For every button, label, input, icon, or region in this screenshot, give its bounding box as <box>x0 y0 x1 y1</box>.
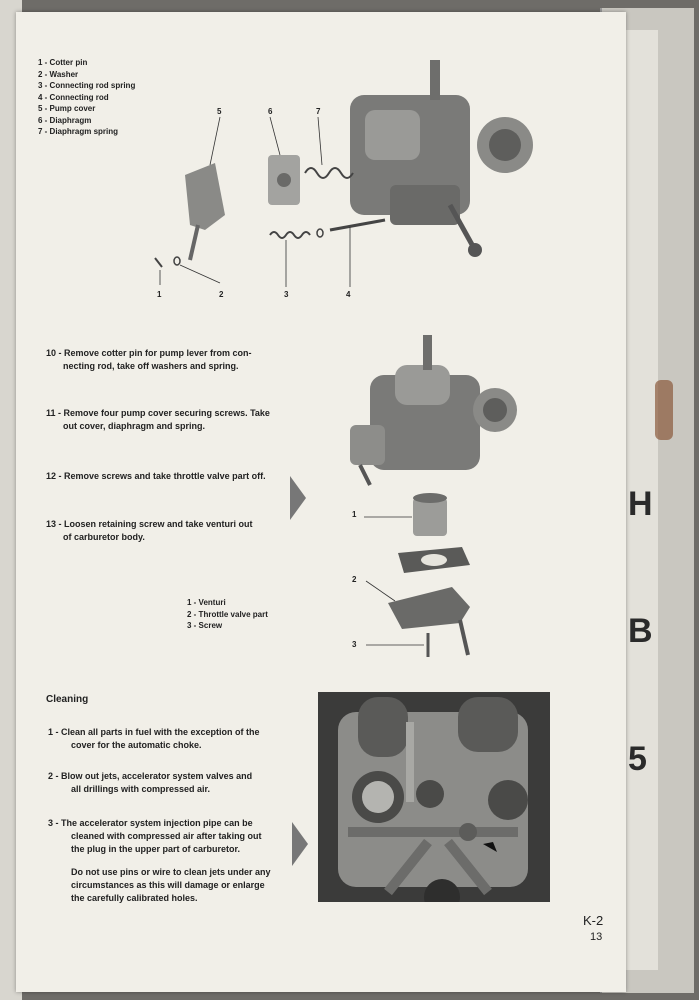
callout-3: 3 <box>284 290 289 299</box>
pointer-arrow <box>292 822 308 866</box>
legend-item: 5 - Pump cover <box>38 104 96 113</box>
legend-item: 1 - Venturi <box>187 598 226 607</box>
legend-item: 3 - Screw <box>187 621 223 630</box>
step-12: 12 - Remove screws and take throttle valve part off. <box>46 471 266 481</box>
cleaning-heading: Cleaning <box>46 694 89 705</box>
rust-stain <box>655 380 673 440</box>
binder-tab-h: H <box>628 485 653 523</box>
step-11: 11 - Remove four pump cover securing screws. Take out cover, diaphragm and spring. <box>46 408 270 431</box>
page-code: K-2 <box>583 913 604 928</box>
legend-item: 6 - Diaphragm <box>38 115 92 125</box>
parts-legend <box>38 57 135 138</box>
page-number: 13 <box>590 931 603 943</box>
cleaning-item-1: 1 - Clean all parts in fuel with the exception of the cover for the automatic choke. <box>48 727 260 750</box>
callout-5: 5 <box>217 107 222 116</box>
callout-4: 4 <box>346 290 351 299</box>
callout-1: 1 <box>157 290 162 299</box>
mid-legend <box>187 597 268 632</box>
pointer-arrow <box>290 476 306 520</box>
legend-item: 7 - Diaphragm spring <box>38 127 119 136</box>
binder-tab-5: 5 <box>628 740 647 778</box>
legend-item: 1 - Cotter pin <box>38 58 88 67</box>
callout-6: 6 <box>268 107 273 116</box>
cleaning-item-2: 2 - Blow out jets, accelerator system valves and all drillings with compressed air. <box>48 771 253 794</box>
legend-item: 2 - Washer <box>38 69 79 79</box>
binder-tab-b: B <box>628 612 653 650</box>
step-10: 10 - Remove cotter pin for pump lever from con- necting rod, take off washers and spring. <box>46 348 252 371</box>
carburetor-disassembly-illustration <box>340 335 530 665</box>
legend-item: 3 - Connecting rod spring <box>38 81 136 90</box>
callout-7: 7 <box>316 107 321 116</box>
carburetor-photo <box>318 692 550 902</box>
callout-2: 2 <box>219 290 224 299</box>
callout-screw: 3 <box>352 640 357 649</box>
cleaning-warning: Do not use pins or wire to clean jets under any circumstances as this will damage or enlarge the carefully calibrated holes. <box>71 867 271 903</box>
cleaning-item-3: 3 - The accelerator system injection pipe can be cleaned with compressed air after taking out the plug in the upper part of carburetor. <box>48 818 262 854</box>
legend-item: 2 - Throttle valve part <box>187 609 268 619</box>
step-13: 13 - Loosen retaining screw and take venturi out of carburetor body. <box>46 519 253 542</box>
callout-throttle-valve-part: 2 <box>352 575 357 584</box>
callout-venturi: 1 <box>352 510 357 519</box>
legend-item: 4 - Connecting rod <box>38 92 109 102</box>
exploded-pump-illustration <box>150 55 550 305</box>
